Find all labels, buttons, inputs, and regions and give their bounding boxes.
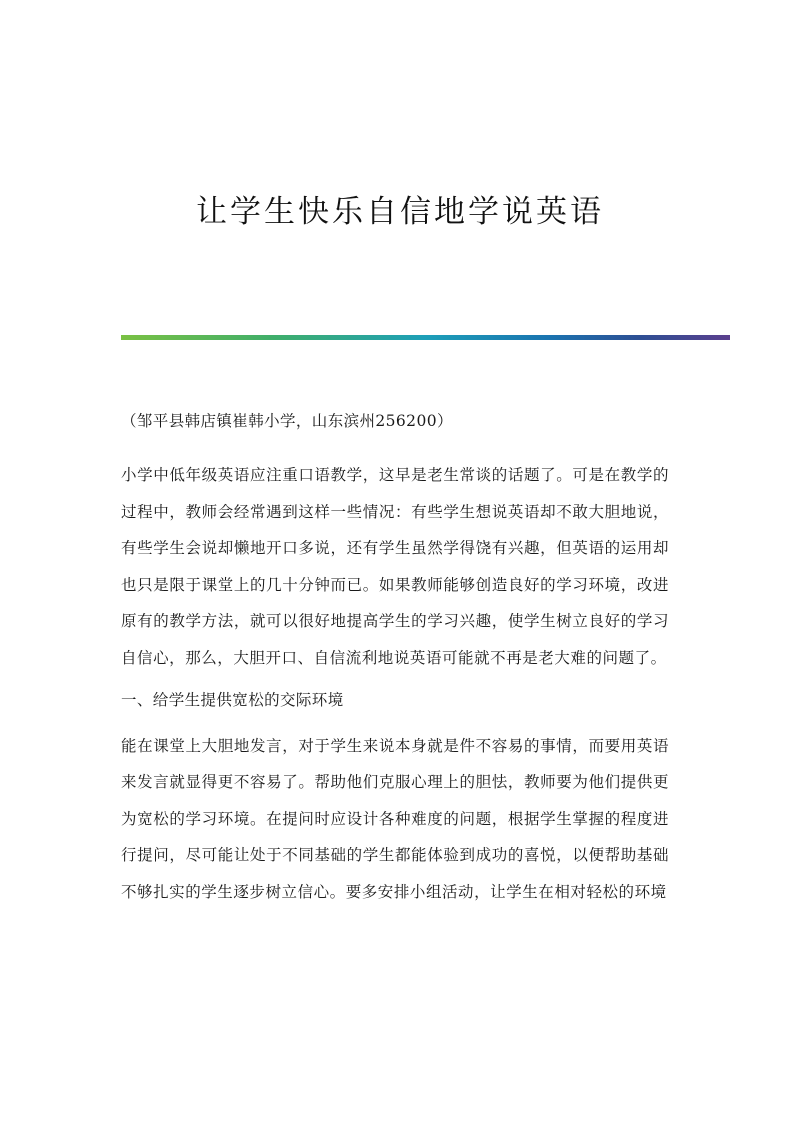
body-paragraph-2: 能在课堂上大胆地发言，对于学生来说本身就是件不容易的事情，而要用英语来发言就显得更不容易了。帮助他们克服心理上的胆怯，教师要为他们提供更为宽松的学习环境。在提问时应设计各种难度的问题，根据学生掌握的程度进行提问，尽可能让处于不同基础的学生都能体验到成功的喜悦，以便帮助基础不够扎实的学生逐步树立信心。要多安排小组活动，让学生在相对轻松的环境 [121, 736, 669, 901]
body-paragraph-1: 小学中低年级英语应注重口语教学，这早是老生常谈的话题了。可是在教学的过程中，教师会经常遇到这样一些情况：有些学生想说英语却不敢大胆地说，有些学生会说却懒地开口多说，还有学生虽然学得饶有兴趣，但英语的运用却也只是限于课堂上的几十分钟而已。如果教师能够创造良好的学习环境，改进原有的教学方法，就可以很好地提高学生的学习兴趣，使学生树立良好的学习自信心，那么，大胆开口、自信流利地说英语可能就不再是老大难的问题了。 [121, 466, 669, 667]
author-affiliation: （邹平县韩店镇崔韩小学，山东滨州256200） [121, 412, 453, 430]
document-title: 让学生快乐自信地学说英语 [196, 194, 604, 230]
title-divider-rule [121, 335, 730, 340]
section-heading-1: 一、给学生提供宽松的交际环境 [121, 691, 344, 709]
document-body [121, 406, 669, 910]
